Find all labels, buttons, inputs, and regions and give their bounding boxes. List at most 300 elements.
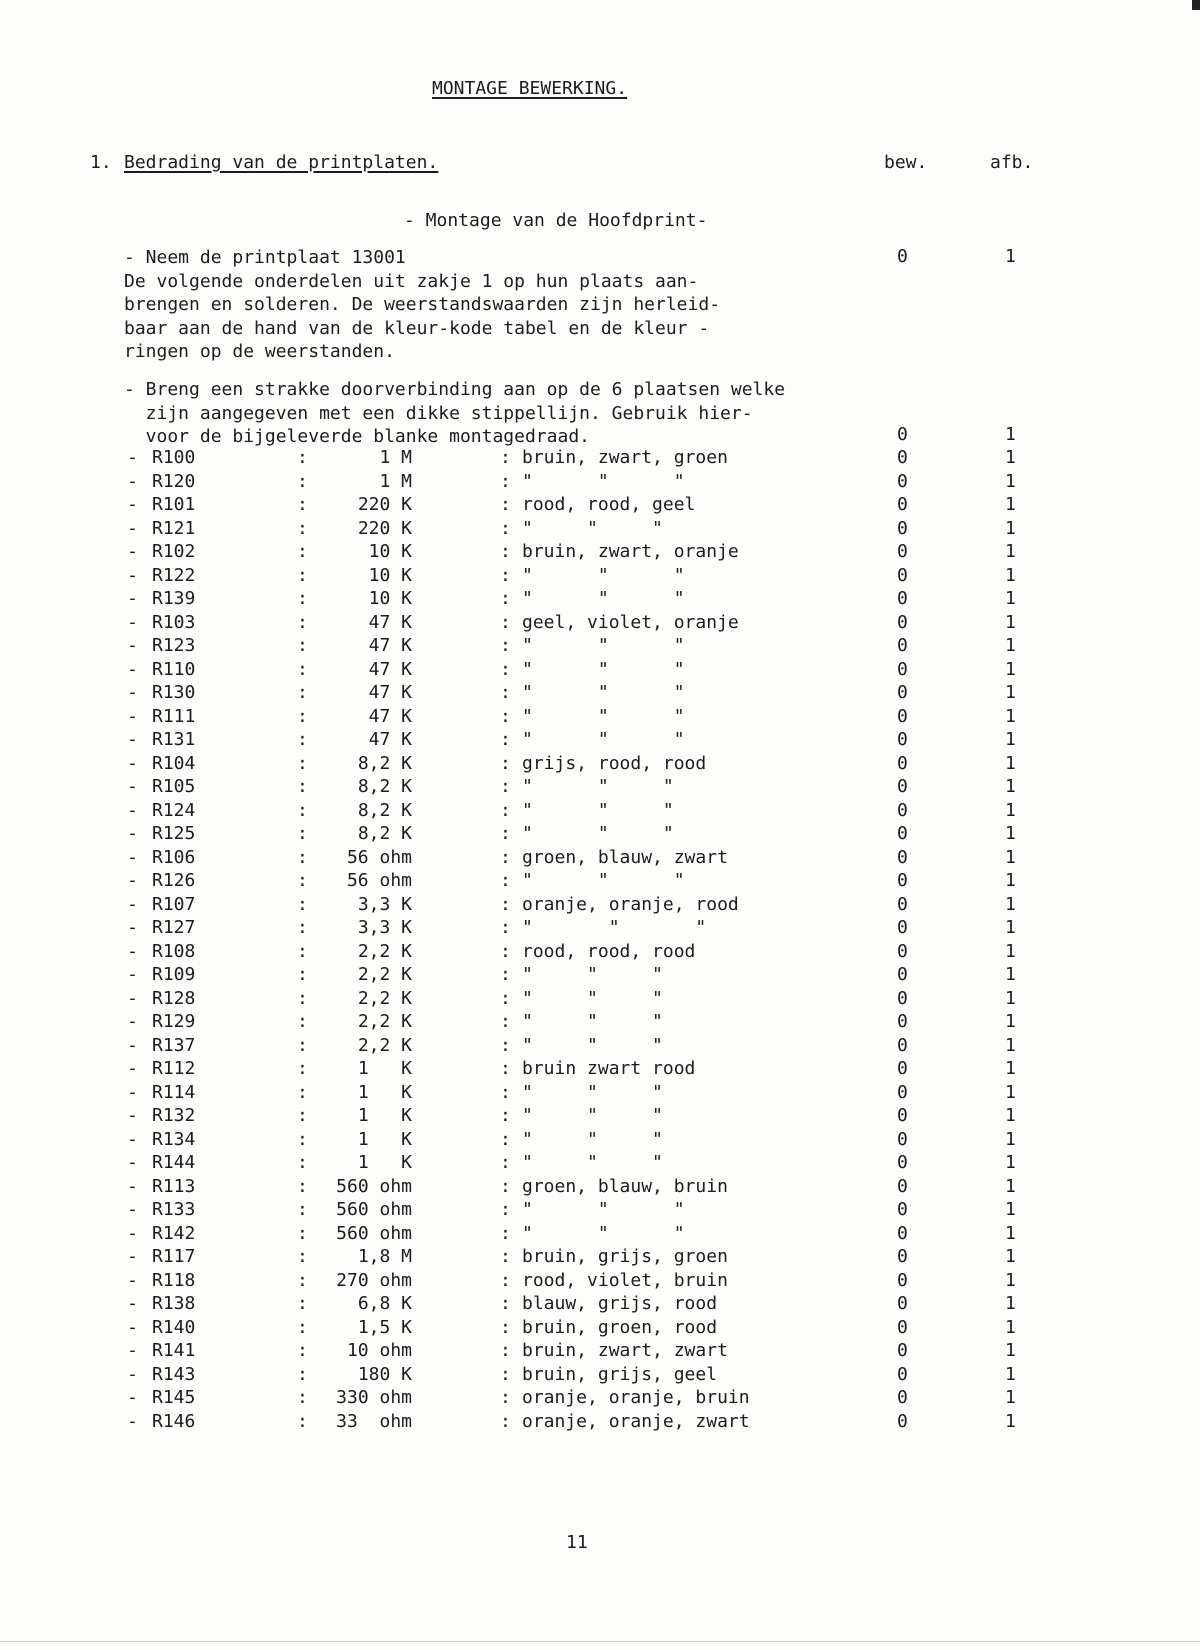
resistor-row	[0, 1035, 1200, 1057]
resistor-bew: 0	[897, 658, 908, 680]
row-colon: :	[500, 987, 511, 1009]
row-colon: :	[500, 1105, 511, 1126]
resistor-afb: 1	[1005, 893, 1016, 915]
resistor-row	[0, 1317, 1200, 1339]
resistor-afb: 1	[1005, 470, 1016, 492]
row-colon: :	[500, 1199, 511, 1220]
resistor-row	[0, 1270, 1200, 1292]
row-colon: :	[297, 1269, 308, 1291]
step-1-afb: 1	[1005, 246, 1016, 267]
row-colon: :	[297, 752, 308, 774]
step-2-afb: 1	[1005, 424, 1016, 445]
resistor-name: R110	[152, 658, 196, 680]
resistor-bew: 0	[897, 1340, 908, 1361]
row-colon: :	[297, 1222, 308, 1244]
row-dash: -	[127, 846, 138, 868]
resistor-row	[0, 1058, 1200, 1080]
scan-edge-mark	[1192, 0, 1200, 10]
resistor-row	[0, 894, 1200, 916]
resistor-bew: 0	[897, 1105, 908, 1126]
column-header-bew: bew.	[884, 152, 928, 173]
resistor-value: 560 ohm	[336, 1199, 412, 1220]
row-colon: :	[500, 799, 511, 821]
resistor-value: 8,2 K	[357, 823, 412, 844]
resistor-color-code: geel, violet, oranje	[522, 611, 739, 633]
row-dash: -	[127, 1293, 138, 1314]
row-colon: :	[297, 1034, 308, 1056]
row-colon: :	[297, 1175, 308, 1197]
resistor-color-code: bruin zwart rood	[522, 1058, 696, 1079]
resistor-name: R132	[152, 1105, 196, 1126]
resistor-name: R133	[152, 1199, 196, 1220]
resistor-value: 1 M	[379, 470, 412, 492]
row-colon: :	[297, 1246, 308, 1267]
resistor-bew: 0	[897, 1363, 908, 1385]
resistor-color-code: bruin, zwart, groen	[522, 447, 728, 468]
resistor-row	[0, 518, 1200, 540]
resistor-value: 56 ohm	[346, 846, 412, 868]
resistor-bew: 0	[897, 470, 908, 492]
row-colon: :	[500, 823, 511, 844]
row-dash: -	[127, 1081, 138, 1103]
resistor-row	[0, 447, 1200, 469]
row-dash: -	[127, 611, 138, 633]
resistor-value: 33 ohm	[336, 1410, 412, 1432]
row-colon: :	[500, 776, 511, 797]
row-colon: :	[297, 1128, 308, 1150]
row-colon: :	[297, 1387, 308, 1408]
resistor-value: 10 K	[368, 588, 412, 609]
resistor-row	[0, 753, 1200, 775]
resistor-name: R120	[152, 470, 196, 492]
resistor-color-code: " " "	[522, 635, 685, 656]
resistor-color-code: " " "	[522, 964, 663, 985]
resistor-name: R124	[152, 799, 196, 821]
row-dash: -	[127, 494, 138, 515]
row-colon: :	[297, 964, 308, 985]
resistor-row	[0, 471, 1200, 493]
resistor-afb: 1	[1005, 917, 1016, 938]
resistor-row	[0, 988, 1200, 1010]
resistor-bew: 0	[897, 611, 908, 633]
resistor-bew: 0	[897, 917, 908, 938]
row-colon: :	[297, 940, 308, 962]
resistor-bew: 0	[897, 1034, 908, 1056]
resistor-color-code: " " "	[522, 729, 685, 750]
resistor-value: 47 K	[368, 729, 412, 750]
resistor-bew: 0	[897, 846, 908, 868]
resistor-value: 2,2 K	[357, 964, 412, 985]
resistor-row	[0, 847, 1200, 869]
resistor-bew: 0	[897, 893, 908, 915]
section-title: Bedrading van de printplaten.	[124, 152, 439, 173]
row-colon: :	[297, 658, 308, 680]
resistor-name: R121	[152, 517, 196, 539]
resistor-name: R126	[152, 870, 196, 891]
resistor-afb: 1	[1005, 588, 1016, 609]
resistor-afb: 1	[1005, 1199, 1016, 1220]
row-colon: :	[297, 682, 308, 703]
resistor-afb: 1	[1005, 517, 1016, 539]
row-colon: :	[500, 1081, 511, 1103]
resistor-name: R105	[152, 776, 196, 797]
row-dash: -	[127, 1340, 138, 1361]
row-colon: :	[297, 470, 308, 492]
resistor-color-code: " " "	[522, 1128, 663, 1150]
row-dash: -	[127, 752, 138, 774]
resistor-value: 10 K	[368, 564, 412, 586]
resistor-row	[0, 588, 1200, 610]
resistor-row	[0, 800, 1200, 822]
resistor-color-code: bruin, groen, rood	[522, 1316, 718, 1338]
resistor-name: R107	[152, 893, 196, 915]
resistor-row	[0, 565, 1200, 587]
row-colon: :	[500, 1152, 511, 1173]
row-colon: :	[297, 893, 308, 915]
resistor-bew: 0	[897, 870, 908, 891]
row-dash: -	[127, 1269, 138, 1291]
row-colon: :	[297, 1105, 308, 1126]
resistor-value: 8,2 K	[357, 799, 412, 821]
resistor-name: R128	[152, 987, 196, 1009]
resistor-color-code: " " "	[522, 564, 685, 586]
page-number: 11	[566, 1532, 588, 1553]
resistor-color-code: " " "	[522, 1222, 685, 1244]
row-colon: :	[500, 1058, 511, 1079]
resistor-name: R130	[152, 682, 196, 703]
resistor-color-code: oranje, oranje, bruin	[522, 1387, 750, 1408]
row-dash: -	[127, 1222, 138, 1244]
resistor-name: R114	[152, 1081, 196, 1103]
resistor-afb: 1	[1005, 870, 1016, 891]
resistor-name: R111	[152, 705, 196, 727]
step-2-text: - Breng een strakke doorverbinding aan op de 6 plaatsen welke zijn aangegeven met een dikke stippellijn. Gebruik hier- voor de bijgeleverde blanke montagedraad.	[124, 379, 786, 447]
resistor-afb: 1	[1005, 1363, 1016, 1385]
resistor-row	[0, 1411, 1200, 1433]
row-dash: -	[127, 1246, 138, 1267]
row-colon: :	[500, 1316, 511, 1338]
row-dash: -	[127, 1011, 138, 1032]
resistor-bew: 0	[897, 1199, 908, 1220]
resistor-value: 47 K	[368, 658, 412, 680]
row-colon: :	[297, 635, 308, 656]
resistor-afb: 1	[1005, 1128, 1016, 1150]
resistor-color-code: " " "	[522, 588, 685, 609]
resistor-value: 6,8 K	[357, 1293, 412, 1314]
step-1-text: - Neem de printplaat 13001 De volgende onderdelen uit zakje 1 op hun plaats aan- brengen en solderen. De weerstandswaarden zijn herleid- baar aan de hand van de kleur-kode tabel en de kleur - ringen op de weerstanden.	[124, 247, 721, 362]
resistor-afb: 1	[1005, 658, 1016, 680]
row-dash: -	[127, 705, 138, 727]
resistor-bew: 0	[897, 940, 908, 962]
row-colon: :	[500, 846, 511, 868]
resistor-color-code: bruin, grijs, geel	[522, 1363, 718, 1385]
row-dash: -	[127, 1199, 138, 1220]
resistor-color-code: blauw, grijs, rood	[522, 1293, 718, 1314]
resistor-afb: 1	[1005, 705, 1016, 727]
resistor-name: R142	[152, 1222, 196, 1244]
resistor-bew: 0	[897, 1387, 908, 1408]
resistor-color-code: groen, blauw, zwart	[522, 846, 728, 868]
resistor-row	[0, 1082, 1200, 1104]
row-colon: :	[500, 447, 511, 468]
resistor-row	[0, 1364, 1200, 1386]
resistor-row	[0, 1152, 1200, 1174]
resistor-afb: 1	[1005, 1152, 1016, 1173]
row-colon: :	[500, 541, 511, 562]
resistor-value: 8,2 K	[357, 776, 412, 797]
resistor-afb: 1	[1005, 635, 1016, 656]
row-colon: :	[500, 1410, 511, 1432]
resistor-value: 1 K	[357, 1128, 412, 1150]
resistor-afb: 1	[1005, 1340, 1016, 1361]
resistor-row	[0, 917, 1200, 939]
row-colon: :	[500, 470, 511, 492]
resistor-value: 10 ohm	[346, 1340, 412, 1361]
resistor-afb: 1	[1005, 1293, 1016, 1314]
resistor-value: 1,5 K	[357, 1316, 412, 1338]
row-colon: :	[297, 776, 308, 797]
resistor-bew: 0	[897, 1293, 908, 1314]
resistor-name: R106	[152, 846, 196, 868]
row-dash: -	[127, 799, 138, 821]
resistor-color-code: rood, rood, geel	[522, 494, 696, 515]
resistor-color-code: " " "	[522, 658, 685, 680]
row-dash: -	[127, 729, 138, 750]
resistor-name: R113	[152, 1175, 196, 1197]
row-colon: :	[297, 1340, 308, 1361]
resistor-color-code: " " "	[522, 917, 707, 938]
row-dash: -	[127, 1387, 138, 1408]
row-dash: -	[127, 1128, 138, 1150]
resistor-value: 1 K	[357, 1058, 412, 1079]
row-colon: :	[297, 494, 308, 515]
row-dash: -	[127, 823, 138, 844]
resistor-bew: 0	[897, 987, 908, 1009]
resistor-afb: 1	[1005, 541, 1016, 562]
resistor-bew: 0	[897, 752, 908, 774]
resistor-afb: 1	[1005, 611, 1016, 633]
resistor-afb: 1	[1005, 1246, 1016, 1267]
resistor-afb: 1	[1005, 940, 1016, 962]
row-colon: :	[297, 846, 308, 868]
row-colon: :	[500, 1222, 511, 1244]
resistor-afb: 1	[1005, 776, 1016, 797]
resistor-name: R125	[152, 823, 196, 844]
resistor-name: R101	[152, 494, 196, 515]
row-dash: -	[127, 987, 138, 1009]
row-colon: :	[297, 1410, 308, 1432]
resistor-name: R131	[152, 729, 196, 750]
resistor-name: R141	[152, 1340, 196, 1361]
resistor-color-code: " " "	[522, 870, 685, 891]
resistor-color-code: " " "	[522, 517, 663, 539]
resistor-value: 47 K	[368, 635, 412, 656]
row-dash: -	[127, 682, 138, 703]
row-dash: -	[127, 658, 138, 680]
resistor-row	[0, 1199, 1200, 1221]
resistor-name: R137	[152, 1034, 196, 1056]
row-colon: :	[500, 1175, 511, 1197]
row-dash: -	[127, 470, 138, 492]
resistor-afb: 1	[1005, 1175, 1016, 1197]
resistor-color-code: " " "	[522, 1105, 663, 1126]
row-colon: :	[297, 705, 308, 727]
row-colon: :	[500, 564, 511, 586]
resistor-afb: 1	[1005, 564, 1016, 586]
row-colon: :	[500, 1293, 511, 1314]
resistor-bew: 0	[897, 541, 908, 562]
resistor-name: R140	[152, 1316, 196, 1338]
resistor-color-code: " " "	[522, 1152, 663, 1173]
resistor-color-code: " " "	[522, 1081, 663, 1103]
resistor-value: 220 K	[357, 517, 412, 539]
resistor-bew: 0	[897, 1410, 908, 1432]
resistor-afb: 1	[1005, 682, 1016, 703]
row-dash: -	[127, 635, 138, 656]
row-colon: :	[297, 1363, 308, 1385]
resistor-bew: 0	[897, 1269, 908, 1291]
resistor-value: 47 K	[368, 705, 412, 727]
resistor-name: R127	[152, 917, 196, 938]
row-dash: -	[127, 1363, 138, 1385]
resistor-afb: 1	[1005, 1034, 1016, 1056]
row-colon: :	[297, 917, 308, 938]
resistor-bew: 0	[897, 823, 908, 844]
row-colon: :	[500, 658, 511, 680]
resistor-bew: 0	[897, 1316, 908, 1338]
step-2-bew: 0	[897, 424, 908, 445]
row-colon: :	[297, 541, 308, 562]
row-colon: :	[500, 964, 511, 985]
row-colon: :	[500, 917, 511, 938]
row-colon: :	[500, 1034, 511, 1056]
resistor-bew: 0	[897, 1011, 908, 1032]
resistor-row	[0, 541, 1200, 563]
resistor-value: 2,2 K	[357, 1034, 412, 1056]
step-1-bew: 0	[897, 246, 908, 267]
resistor-bew: 0	[897, 1175, 908, 1197]
resistor-value: 2,2 K	[357, 1011, 412, 1032]
row-colon: :	[297, 611, 308, 633]
resistor-color-code: " " "	[522, 1199, 685, 1220]
resistor-color-code: " " "	[522, 799, 674, 821]
resistor-row	[0, 870, 1200, 892]
resistor-name: R122	[152, 564, 196, 586]
row-dash: -	[127, 1152, 138, 1173]
resistor-bew: 0	[897, 447, 908, 468]
row-dash: -	[127, 964, 138, 985]
resistor-row	[0, 1223, 1200, 1245]
row-dash: -	[127, 564, 138, 586]
resistor-bew: 0	[897, 964, 908, 985]
resistor-value: 180 K	[357, 1363, 412, 1385]
resistor-afb: 1	[1005, 494, 1016, 515]
row-dash: -	[127, 1058, 138, 1079]
resistor-afb: 1	[1005, 1222, 1016, 1244]
resistor-name: R102	[152, 541, 196, 562]
row-colon: :	[500, 1387, 511, 1408]
resistor-name: R138	[152, 1293, 196, 1314]
resistor-bew: 0	[897, 517, 908, 539]
resistor-color-code: grijs, rood, rood	[522, 752, 707, 774]
resistor-color-code: " " "	[522, 776, 674, 797]
resistor-name: R146	[152, 1410, 196, 1432]
row-dash: -	[127, 588, 138, 609]
row-colon: :	[500, 635, 511, 656]
resistor-color-code: " " "	[522, 470, 685, 492]
row-dash: -	[127, 1034, 138, 1056]
resistor-bew: 0	[897, 705, 908, 727]
row-colon: :	[500, 1128, 511, 1150]
resistor-bew: 0	[897, 1152, 908, 1173]
resistor-afb: 1	[1005, 729, 1016, 750]
resistor-color-code: oranje, oranje, zwart	[522, 1410, 750, 1432]
resistor-name: R104	[152, 752, 196, 774]
row-colon: :	[297, 1058, 308, 1079]
row-colon: :	[500, 494, 511, 515]
row-dash: -	[127, 541, 138, 562]
row-colon: :	[297, 1081, 308, 1103]
resistor-row	[0, 823, 1200, 845]
row-colon: :	[297, 564, 308, 586]
resistor-value: 560 ohm	[336, 1175, 412, 1197]
row-colon: :	[500, 1363, 511, 1385]
row-dash: -	[127, 447, 138, 468]
resistor-value: 10 K	[368, 541, 412, 562]
resistor-row	[0, 1293, 1200, 1315]
resistor-color-code: bruin, zwart, oranje	[522, 541, 739, 562]
resistor-bew: 0	[897, 494, 908, 515]
row-colon: :	[500, 705, 511, 727]
resistor-row	[0, 1105, 1200, 1127]
row-colon: :	[297, 588, 308, 609]
resistor-row	[0, 1340, 1200, 1362]
resistor-afb: 1	[1005, 1058, 1016, 1079]
resistor-value: 3,3 K	[357, 917, 412, 938]
resistor-name: R129	[152, 1011, 196, 1032]
resistor-color-code: oranje, oranje, rood	[522, 893, 739, 915]
resistor-row	[0, 941, 1200, 963]
resistor-afb: 1	[1005, 823, 1016, 844]
resistor-afb: 1	[1005, 987, 1016, 1009]
resistor-name: R134	[152, 1128, 196, 1150]
resistor-value: 1 M	[379, 447, 412, 468]
resistor-color-code: " " "	[522, 823, 674, 844]
resistor-value: 1 K	[357, 1152, 412, 1173]
row-colon: :	[500, 1269, 511, 1291]
resistor-color-code: " " "	[522, 1011, 663, 1032]
resistor-name: R144	[152, 1152, 196, 1173]
resistor-bew: 0	[897, 1246, 908, 1267]
resistor-bew: 0	[897, 729, 908, 750]
row-dash: -	[127, 1410, 138, 1432]
resistor-value: 47 K	[368, 611, 412, 633]
resistor-color-code: " " "	[522, 682, 685, 703]
resistor-bew: 0	[897, 635, 908, 656]
resistor-row	[0, 1176, 1200, 1198]
resistor-value: 1,8 M	[357, 1246, 412, 1267]
resistor-row	[0, 1129, 1200, 1151]
resistor-row	[0, 706, 1200, 728]
resistor-name: R139	[152, 588, 196, 609]
resistor-bew: 0	[897, 1128, 908, 1150]
row-dash: -	[127, 917, 138, 938]
resistor-color-code: bruin, zwart, zwart	[522, 1340, 728, 1361]
resistor-name: R118	[152, 1269, 196, 1291]
resistor-color-code: bruin, grijs, groen	[522, 1246, 728, 1267]
resistor-afb: 1	[1005, 1410, 1016, 1432]
resistor-row	[0, 1246, 1200, 1268]
